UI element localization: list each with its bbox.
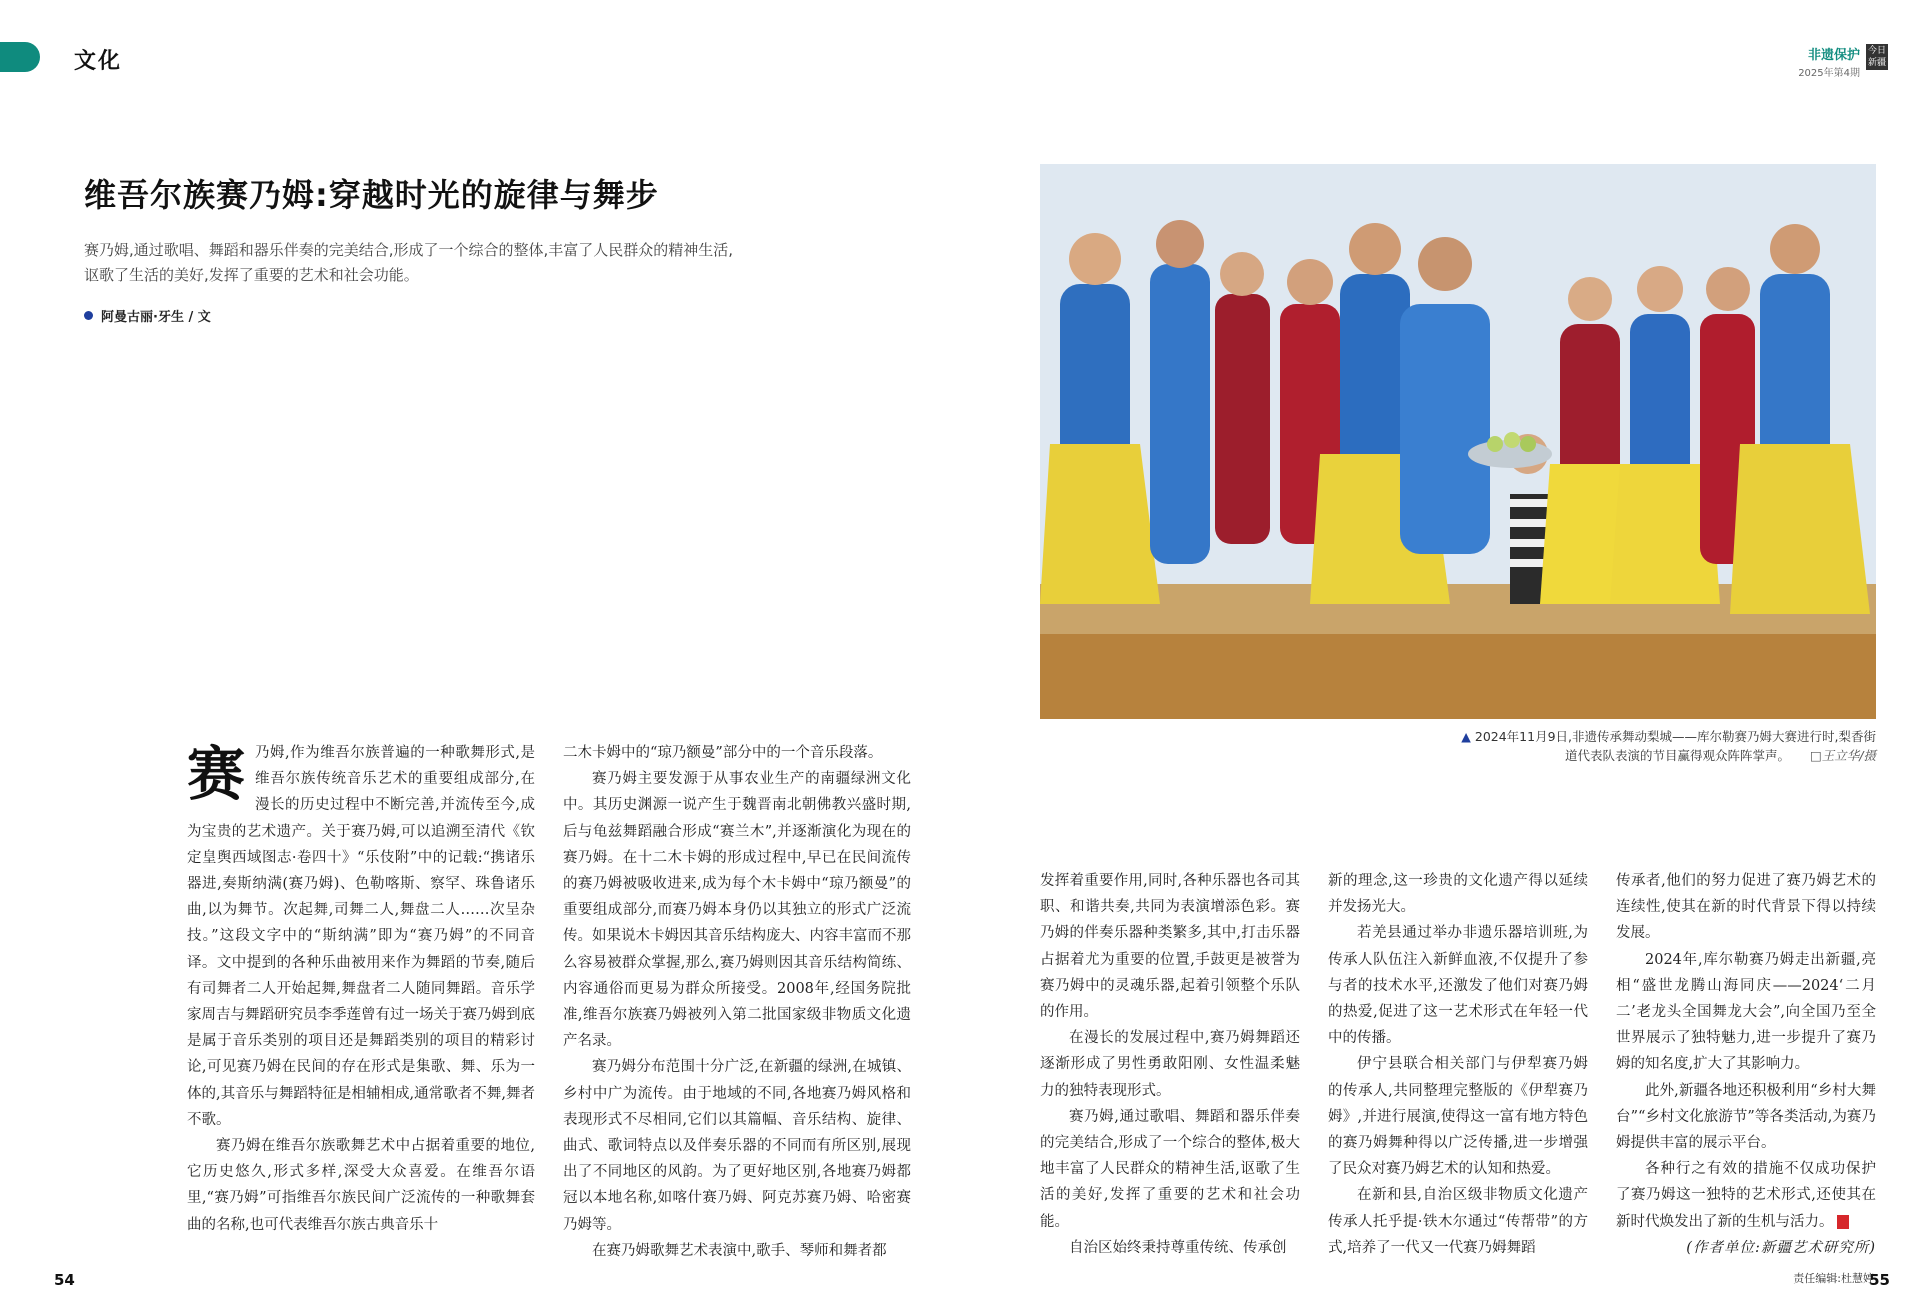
- article-lead: 赛乃姆,通过歌唱、舞蹈和器乐伴奏的完美结合,形成了一个综合的整体,丰富了人民群众的精神生活,讴歌了生活的美好,发挥了重要的艺术和社会功能。: [84, 241, 734, 284]
- body-column-2: [563, 740, 911, 1264]
- paragraph: 若羌县通过举办非遗乐器培训班,为传承人队伍注入新鲜血液,不仅提升了参与者的技术水平,还激发了他们对赛乃姆的热爱,促进了这一艺术形式在年轻一代中的传播。: [1328, 925, 1588, 1047]
- magazine-logo: 今日新疆: [1867, 46, 1886, 68]
- byline: [84, 306, 211, 325]
- magazine-header: [1798, 44, 1888, 79]
- paragraph: 自治区始终秉持尊重传统、传承创: [1069, 1239, 1287, 1256]
- paragraph: 赛乃姆主要发源于从事农业生产的南疆绿洲文化中。其历史渊源一说产生于魏晋南北朝佛教兴盛时期,后与龟兹舞蹈融合形成“赛兰木”,并逐渐演化为现在的赛乃姆。在十二木卡姆的形成过程中,早已在民间流传的赛乃姆被吸收进来,成为每个木卡姆中“琼乃额曼”的重要组成部分,而赛乃姆本身仍以其独立的形式广泛流传。如果说木卡姆因其音乐结构庞大、内容丰富而不那么容易被群众掌握,那么,赛乃姆则因其音乐结构简练、内容通俗而更易为群众所接受。2008年,经国务院批准,维吾尔族赛乃姆被列入第二批国家级非物质文化遗产名录。: [563, 771, 911, 1050]
- drop-cap: 赛: [187, 740, 246, 808]
- paragraph: 在新和县,自治区级非物质文化遗产传承人托乎提·铁木尔通过“传帮带”的方式,培养了一代又一代赛乃姆舞蹈: [1328, 1187, 1588, 1256]
- paragraph: 发挥着重要作用,同时,各种乐器也各司其职、和谐共奏,共同为表演增添色彩。赛乃姆的伴奏乐器种类繁多,其中,打击乐器占据着尤为重要的位置,手鼓更是被誉为赛乃姆中的灵魂乐器,起着引领整个乐队的作用。: [1040, 873, 1300, 1021]
- byline-author: 阿曼古丽·牙生 / 文: [101, 310, 211, 325]
- paragraph: 2024年,库尔勒赛乃姆走出新疆,亮相“盛世龙腾山海同庆——2024‘二月二’老龙头全国舞龙大会”,向全国乃至全世界展示了独特魅力,进一步提升了赛乃姆的知名度,扩大了其影响力。: [1616, 951, 1876, 1073]
- page-number-left: 54: [54, 1271, 75, 1289]
- paragraph: 新的理念,这一珍贵的文化遗产得以延续并发扬光大。: [1328, 873, 1588, 916]
- paragraph: 此外,新疆各地还积极利用“乡村大舞台”“乡村文化旅游节”等各类活动,为赛乃姆提供丰富的展示平台。: [1616, 1082, 1876, 1152]
- author-affiliation: (作者单位:新疆艺术研究所): [1686, 1239, 1876, 1256]
- page-number-right: 55: [1869, 1271, 1890, 1289]
- paragraph: 赛乃姆在维吾尔族歌舞艺术中占据着重要的地位,它历史悠久,形式多样,深受大众喜爱。在维吾尔语里,“赛乃姆”可指维吾尔族民间广泛流传的一种歌舞套曲的名称,也可代表维吾尔族古典音乐十: [187, 1138, 535, 1233]
- paragraph: 在赛乃姆歌舞艺术表演中,歌手、琴师和舞者都: [592, 1242, 887, 1259]
- body-column-1: [187, 740, 535, 1238]
- paragraph: 赛乃姆分布范围十分广泛,在新疆的绿洲,在城镇、乡村中广为流传。由于地域的不同,各地赛乃姆风格和表现形式不尽相同,它们以其篇幅、音乐结构、旋律、曲式、歌词特点以及伴奏乐器的不同而有所区别,展现出了不同地区的风韵。为了更好地区别,各地赛乃姆都冠以本地名称,如喀什赛乃姆、阿克苏赛乃姆、哈密赛乃姆等。: [563, 1059, 911, 1233]
- paragraph: 各种行之有效的措施不仅成功保护了赛乃姆这一独特的艺术形式,还使其在新时代焕发出了新的生机与活力。: [1616, 1161, 1876, 1230]
- paragraph: 赛乃姆,通过歌唱、舞蹈和器乐伴奏的完美结合,形成了一个综合的整体,极大地丰富了人民群众的精神生活,讴歌了生活的美好,发挥了重要的艺术和社会功能。: [1040, 1108, 1300, 1230]
- paragraph: 传承者,他们的努力促进了赛乃姆艺术的连续性,使其在新的时代背景下得以持续发展。: [1616, 873, 1876, 942]
- body-column-5: [1616, 868, 1876, 1261]
- paragraph: 在漫长的发展过程中,赛乃姆舞蹈还逐渐形成了男性勇敢阳刚、女性温柔魅力的独特表现形式。: [1040, 1030, 1300, 1099]
- photo-caption-block: [1456, 727, 1876, 765]
- responsible-editor: 责任编辑:杜慧婷: [1793, 1272, 1874, 1285]
- dancers-illustration: [1040, 164, 1876, 719]
- body-column-4: [1328, 868, 1588, 1261]
- body-column-3: [1040, 868, 1300, 1261]
- paragraph: 赛乃姆,作为维吾尔族普遍的一种歌舞形式,是维吾尔族传统音乐艺术的重要组成部分,在漫长的历史过程中不断完善,并流传至今,成为宝贵的艺术遗产。关于赛乃姆,可以追溯至清代《钦定皇舆西域图志·卷四十》“乐伎附”中的记载:“携诸乐器进,奏斯纳满(赛乃姆)、色勒喀斯、察罕、珠鲁诸乐曲,以为舞节。次起舞,司舞二人,舞盘二人……次呈杂技。”这段文字中的“斯纳满”即为“赛乃姆”的不同音译。文中提到的各种乐曲被用来作为舞蹈的节奏,随后有司舞者二人开始起舞,舞盘者二人随同舞蹈。音乐学家周吉与舞蹈研究员李季莲曾有过一场关于赛乃姆到底是属于音乐类别的项目还是舞蹈类别的项目的精彩讨论,可见赛乃姆在民间的存在形式是集歌、舞、乐为一体的,其音乐与舞蹈特征是相辅相成,通常歌者不舞,舞者不歌。: [187, 740, 535, 1128]
- performance-photo: [1040, 164, 1876, 719]
- caption-triangle-icon: ▲: [1461, 729, 1475, 744]
- end-mark-icon: [1837, 1215, 1849, 1229]
- byline-dot-icon: [84, 311, 93, 320]
- magazine-title: 非遗保护: [1807, 48, 1860, 63]
- photo-credit: □王立华/摄: [1809, 748, 1876, 763]
- section-tab: [0, 42, 40, 72]
- paragraph: 二木卡姆中的“琼乃额曼”部分中的一个音乐段落。: [563, 745, 883, 761]
- article-title: 维吾尔族赛乃姆:穿越时光的旋律与舞步: [84, 176, 659, 214]
- paragraph: 伊宁县联合相关部门与伊犁赛乃姆的传承人,共同整理完整版的《伊犁赛乃姆》,并进行展演,使得这一富有地方特色的赛乃姆舞种得以广泛传播,进一步增强了民众对赛乃姆艺术的认知和热爱。: [1328, 1056, 1588, 1178]
- photo-caption: 2024年11月9日,非遗传承舞动梨城——库尔勒赛乃姆大赛进行时,梨香街道代表队表演的节目赢得观众阵阵掌声。: [1474, 729, 1876, 763]
- section-name: 文化: [74, 49, 123, 74]
- issue-number: 2025年第4期: [1798, 68, 1860, 79]
